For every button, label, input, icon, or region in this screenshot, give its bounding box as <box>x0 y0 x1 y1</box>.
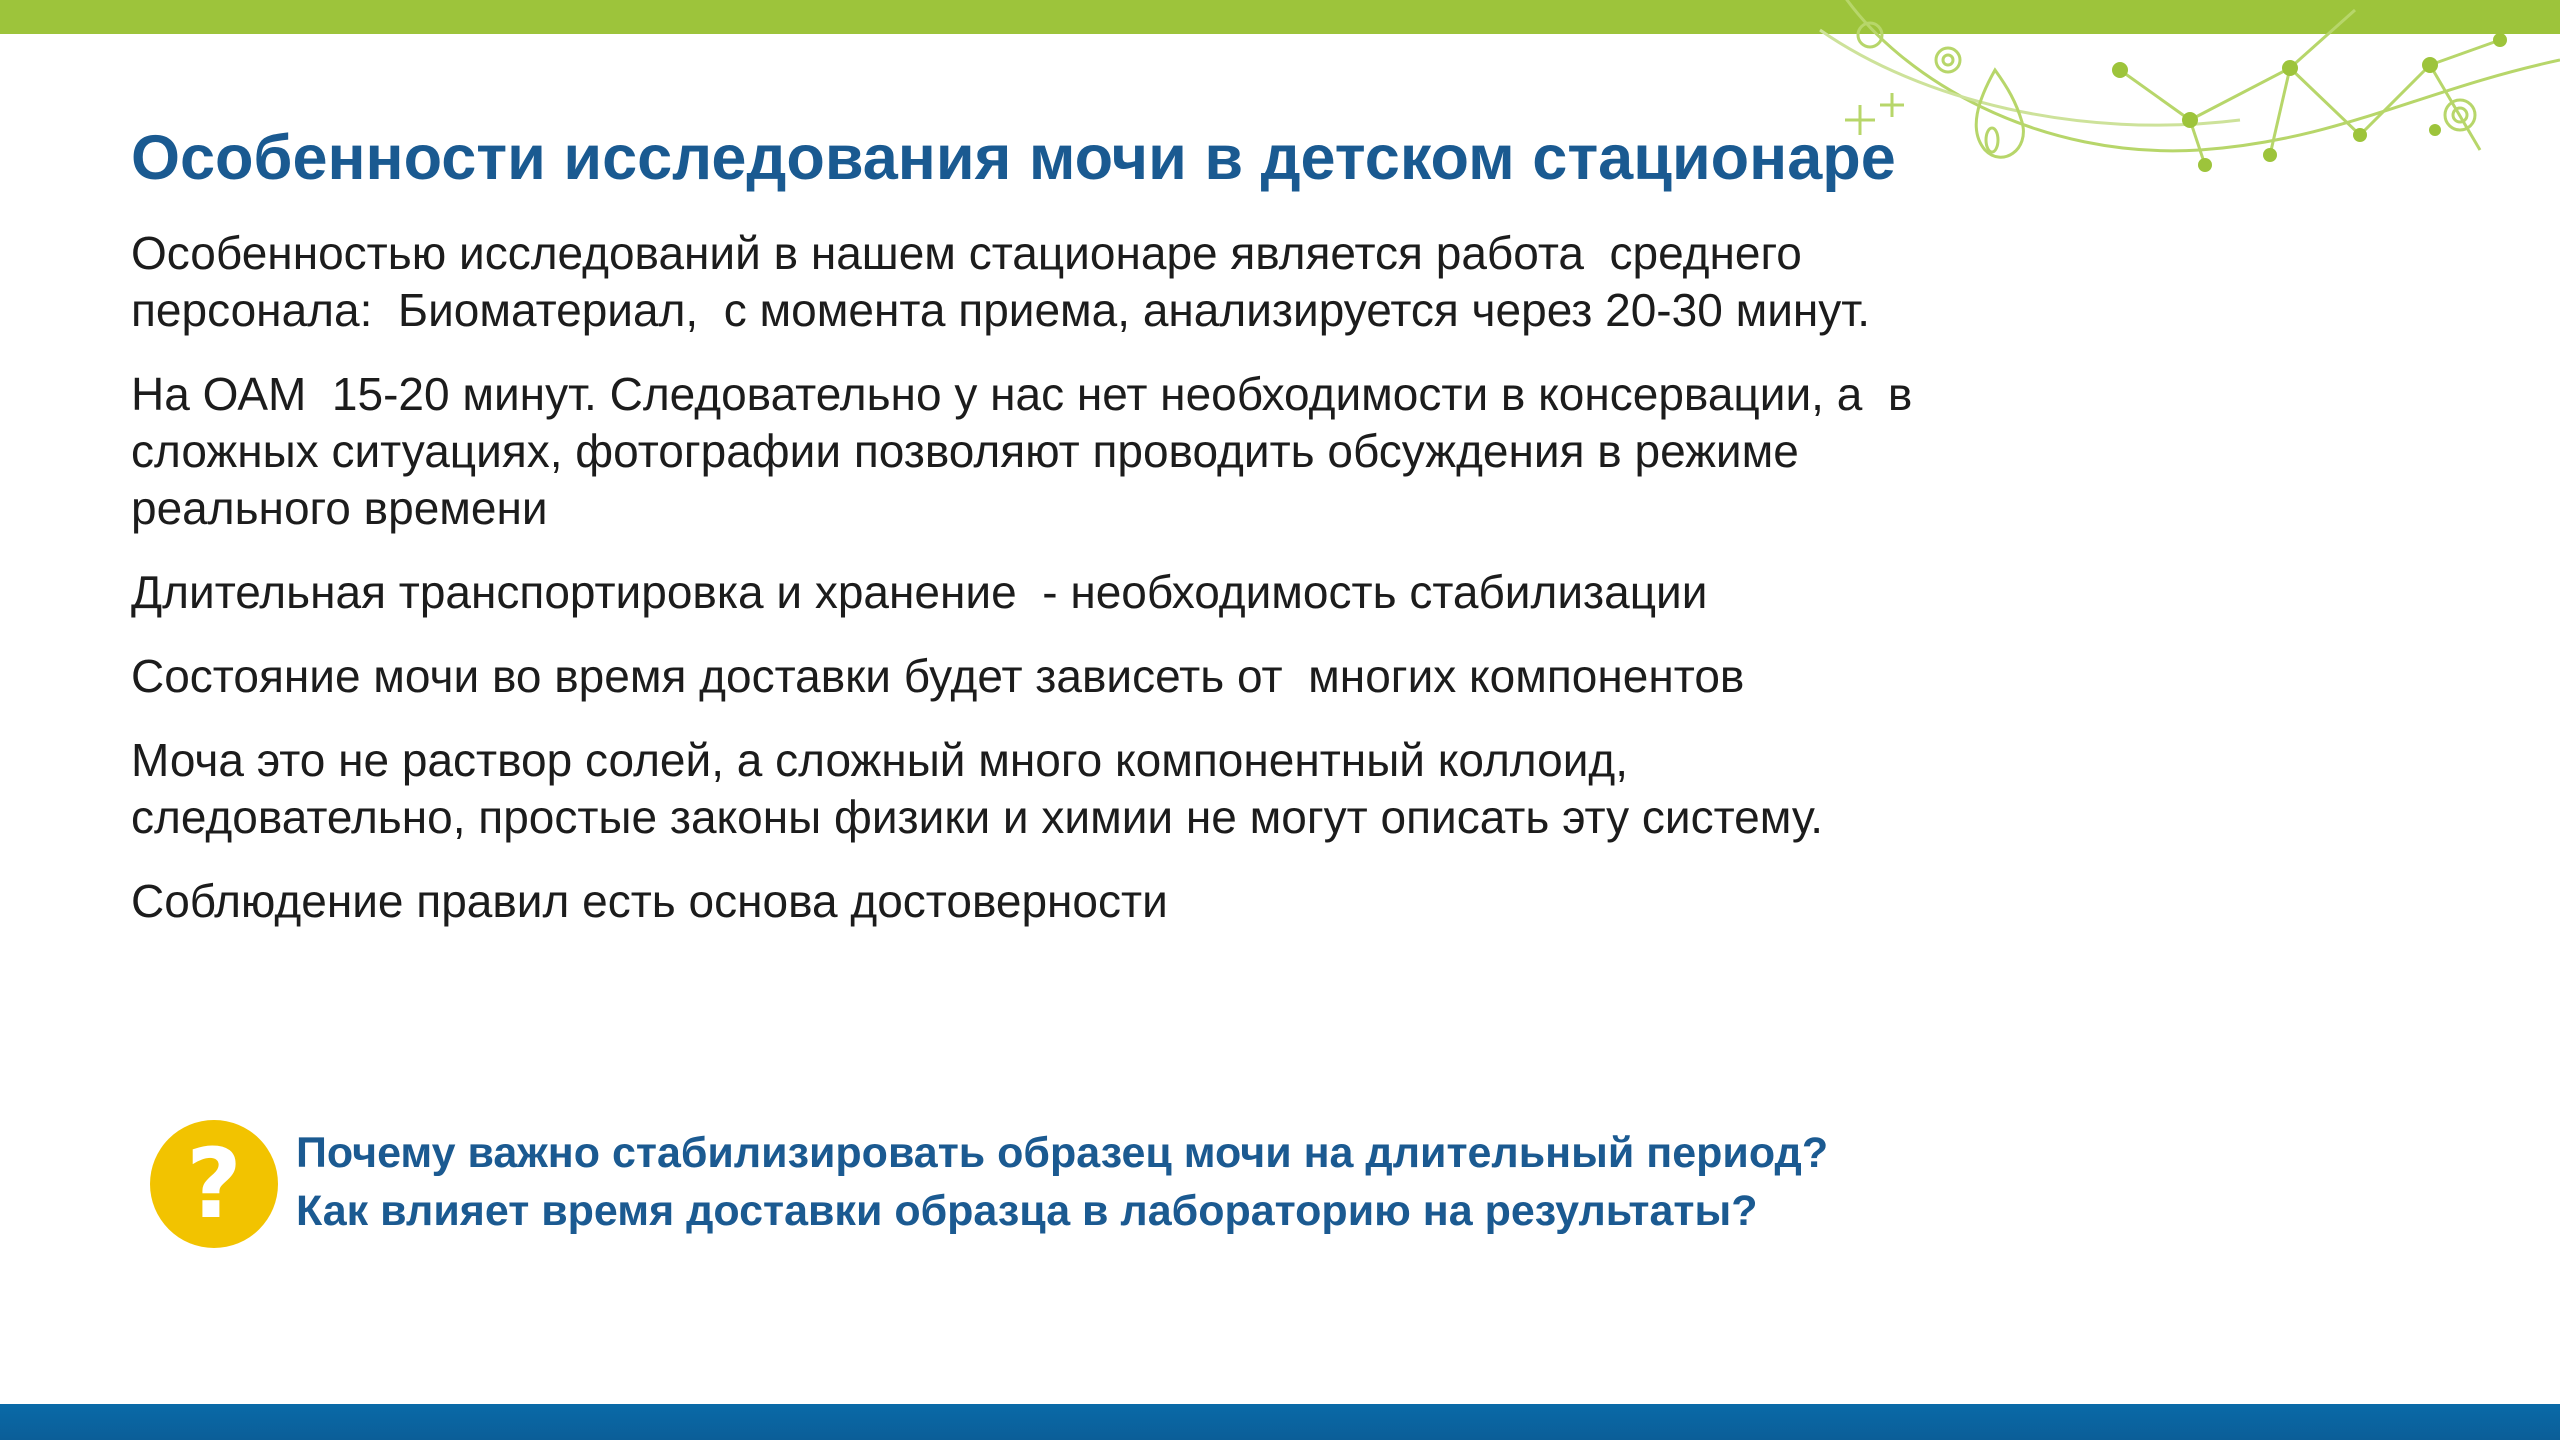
question-mark-glyph: ? <box>186 1128 242 1240</box>
question-2: Как влияет время доставки образца в лабораторию на результаты? <box>296 1187 1758 1235</box>
question-1: Почему важно стабилизировать образец мочи на длительный период? <box>296 1129 1829 1177</box>
body-paragraph-2: На ОАМ 15-20 минут. Следовательно у нас нет необходимости в консервации, а в сложных ситуациях, фотографии позволяют проводить обсуждения в режиме реального времени <box>131 368 1913 534</box>
slide-title: Особенности исследования мочи в детском стационаре <box>131 123 1896 193</box>
body-paragraph-3: Длительная транспортировка и хранение - необходимость стабилизации <box>131 566 1708 618</box>
body-paragraph-5: Моча это не раствор солей, а сложный много компонентный коллоид, следовательно, простые законы физики и химии не могут описать эту систему. <box>131 734 1824 843</box>
question-mark-icon <box>150 1120 278 1248</box>
slide-body <box>131 225 2091 957</box>
body-paragraph-6: Соблюдение правил есть основа достоверности <box>131 875 1168 927</box>
questions-block <box>296 1124 1828 1240</box>
body-paragraph-4: Состояние мочи во время доставки будет зависеть от многих компонентов <box>131 650 1745 702</box>
bottom-accent-bar <box>0 1404 2560 1440</box>
body-paragraph-1: Особенностью исследований в нашем стационаре является работа среднего персонала: Биоматериал, с момента приема, анализируется через 20-30 минут. <box>131 227 1871 336</box>
molecule-decoration-icon <box>1780 0 2560 200</box>
